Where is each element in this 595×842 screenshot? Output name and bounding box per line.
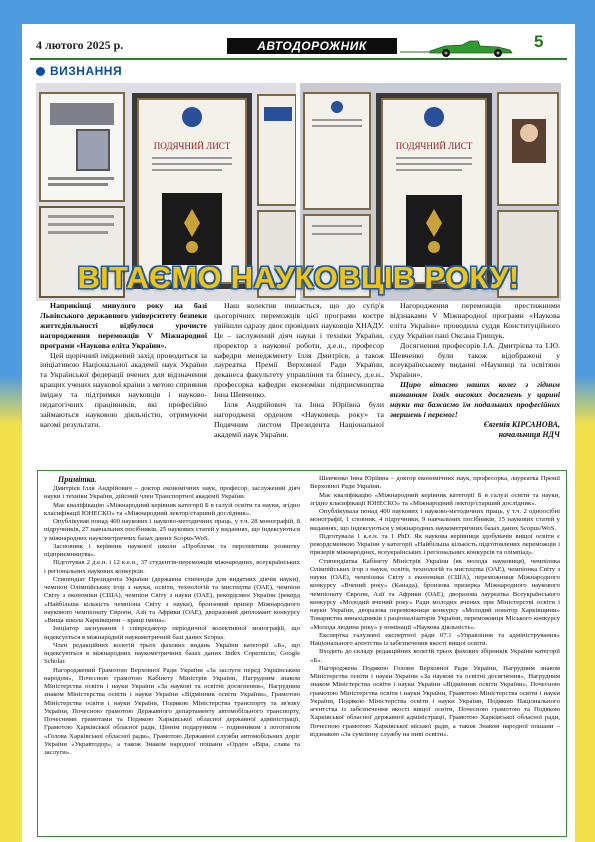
headline: ВІТАЄМО НАУКОВЦІВ РОКУ! xyxy=(77,260,520,295)
note-paragraph: Має кваліфікацію «Міжнародний керівник категорії Б в галузі освіти та науки, згідно класифікації ЮНЕСКО» та «Міжнародний лектор/старший дослідник». xyxy=(310,491,560,507)
article-congratulation: Щиро вітаємо наших колег з гідним визнанням їхніх високих досягнень у царині науки та бажаємо їм подальших професійних звершень і перемог! xyxy=(390,380,560,419)
race-car-icon xyxy=(400,38,520,58)
note-paragraph: Шевченко Інна Юріївна – доктор економічних наук, професорка, лауреатка Премії Верховної Ради України. xyxy=(310,475,560,491)
certificate-title: ПОДЯЧНИЙ ЛИСТ xyxy=(395,141,473,151)
newspaper-title: АВТОДОРОЖНИК xyxy=(227,38,397,54)
note-paragraph: Ініціатор заснування і співредактор періодичної колективної монографії, що індексується в міжнародній наукометричній базі даних Scopus. xyxy=(44,625,300,641)
article-paragraph: Цей щорічний іміджевий захід проводиться за ініціативою Національної академії наук України та Української федерації вчених для відзначення кращих учених наукової країни з метою сприяння іміджу та підтримки науковців і науково-педагогічних працівників, які професійно займаються науковою діяльністю, отримуючи вагомі результати. xyxy=(40,350,207,429)
note-paragraph: Входить до складу редакційних колегій трьох фахових збірників України категорії «Б». xyxy=(310,648,560,664)
note-column-right xyxy=(310,475,560,739)
article-column-1 xyxy=(40,301,207,430)
note-paragraph: Опублікувала понад 400 наукових і науково-методичних праць, у т.ч. 2 одноосібні монографії, 1 словник, 4 підручники, 9 навчальних посібників, 15 наукових статей у виданнях, що індексуються у міжнародних наукометричних базах даних Scopus/WoS. xyxy=(310,508,560,532)
article-column-3 xyxy=(390,301,560,440)
page-number: 5 xyxy=(534,32,544,51)
note-paragraph: Опублікував понад 400 наукових і науково-методичних праць, у т.ч. 28 монографій, 8 підручників, 27 навчальних посібників, 25 наукових статей у виданнях, що індексуються у міжнародних наукометричних базах даних Scopus/WoS. xyxy=(44,518,300,542)
section-label: ВИЗНАННЯ xyxy=(50,64,123,78)
note-paragraph: Підготував 2 д.е.н. і 12 к.е.н., 37 студентів-переможців міжнародних, всеукраїнських і регіональних наукових конкурсів. xyxy=(44,559,300,575)
article-paragraph: Досягнення професорів І.А. Дмитрієва та І.Ю. Шевченко були також відображені у всеукраїнському виданні «Науковці та освітяни України». xyxy=(390,340,560,380)
article-paragraph: Наш колектив пишається, що до суґір'я цьогорічних переможців цієї програми коєтре увійшли одразу двоє провідних науковців ХНАДУ. Це – заслужений діяч науки і техніки України, проректор з наукової роботи, д.е.н., професор кафедри менеджменту Ілля Дмитрієв, а також лауреатка Премії Верховної Ради України, деканеса факультету управління та бізнесу, д.е.н., професорка кафедри економіки підприємництва Інна Шевченко. xyxy=(214,301,384,400)
newspaper-page xyxy=(22,24,575,842)
article-column-2 xyxy=(214,301,384,440)
article-paragraph: Ілля Андрійович та Інна Юріївна були нагороджені орденом «Науковець року» та Подячним листом Президента Національної академії наук України. xyxy=(214,400,384,439)
certificate-title: ПОДЯЧНИЙ ЛИСТ xyxy=(153,141,231,151)
author-role: начальниця НДЧ xyxy=(498,429,560,439)
note-paragraph: Нагороджений Грамотою Верховної Ради України «За заслуги перед Українським народом», Почесною грамотою Кабінету Міністрів України, Нагрудним знаком Міністерства освіти і науки України «За наукові та освітні досягнення», Нагрудним знаком Міністерства освіти і науки України «Відмінник освіти України», Грамотою Міністерства освіти і науки України, Подякою Міністерства транспорту та зв'язку України, Почесною грамотою Державного департаменту автомобільного транспорту, Почесними грамотами та Подякою Харківської обласної державної адміністрації, Грамотою Харківської обласної ради, Ціннім подарунком – годинником з логотипом «Голова Харківської обласної ради», Грамотою Державної служби автомобільних доріг України «Укравтодор», а також Знаком народної пошани «Орден «Віра, слава та заслуги». xyxy=(44,666,300,756)
note-paragraph: Має кваліфікацію «Міжнародний керівник категорії Б в галузі освіти та науки, згідно класифікації ЮНЕСКО» та «Міжнародний лектор/старший дослідник». xyxy=(44,501,300,517)
note-paragraph: Підготувала 1 к.е.н. та 1 PhD. Як наукова керівниця здобувачів вищої освіти є рекордсменкою України у категорії «Найбільша кількість підготовлених переможців і призерів міжнародних, всеукраїнських і регіональних конкурсів та олімпіад». xyxy=(310,532,560,557)
section-heading xyxy=(36,64,122,78)
article-paragraph: Нагородження переможців престижними відзнаками V Міжнародної програми «Наукова еліта України» проводила суддя Конституційного суду України пані Оксана Грищук. xyxy=(390,301,560,340)
note-paragraph: Нагороджена Подякою Голови Верховної Ради України, Нагрудним знаком Міністерства освіти і науки України «За наукові та освітні досягнення», Нагрудним знаком Міністерства освіти і науки України «Відмінник освіти України», Почесною грамотою Міністерства освіти і науки України, Грамотою Міністерства освіти і науки України, Подякою Міністерства освіти і науки України, Подякою Національного агентства із забезпечення якості вищої освіти, Почесною грамотою та Подякою Харківської обласної державної адміністрації, Грамотою Харківської обласної ради, Почесною грамотою Харківської міської ради, а також Знаком народної пошани – відзнакою «За сумлінну службу на ниві освіти». xyxy=(310,664,560,738)
note-title: Примітка. xyxy=(58,475,97,484)
page-header xyxy=(22,32,575,58)
note-box xyxy=(37,470,567,837)
note-paragraph: Стипендіат Президента України (державна стипендія для видатних діячів науки), чемпіон Олімпійських ігор з науки, освіти, технологій та мистецтва (ОАЕ), чемпіон Світу з економіки (США), чемпіон Світу з науки (ОАЕ), рекордсмен України (рекорд «Найбільша кількість чемпіона Світу з науки), бронзовий призер Міжнародного наукового чемпіонату Європи, Азії та Африки (ОАЕ), дворазовий дипломант конкурсу «Вища школа Харківщини – кращі імена». xyxy=(44,575,300,624)
author-name: Євгенія КІРСАНОВА, xyxy=(483,419,560,429)
note-paragraph: Член редакційних колегій трьох фахових видань України категорії «Б», що індексуються в міжнародних наукометричних базах даних Index Copernicus, Google Scholar. xyxy=(44,641,300,666)
header-rule xyxy=(30,58,567,60)
article-lead: Наприкінці минулого року на базі Львівського державного університету безпеки життєдіяльності відбулося урочисте нагородження переможців V Міжнародної програми «Наукова еліта України». xyxy=(40,301,207,350)
note-paragraph: Дмитрієв Ілля Андрійович – доктор економічних наук, професор, заслужений діяч науки і техніки України, дійсний член Транспортної академії України. xyxy=(44,485,300,501)
note-paragraph: Засновник і керівник наукової школи «Проблеми та перспективи розвитку підприємництва». xyxy=(44,542,300,558)
note-paragraph: Стипендіатка Кабінету Міністрів України (як молода науковиця), чемпіонка Олімпійських ігор з науки, освіти, технологій та мистецтва (ОАЕ), чемпіонка Світу з науки (ОАЕ), чемпіонка Світу з економіки (США), переможниця Міжнародного конкурсу «Вчений року» (Канада), бронзова призерка Міжнародного наукового чемпіонату Європи, Азії та Африки (ОАЕ), дворазова лауреатка Всеукраїнського конкурсу «Молодий вчений року» Ради молодих вчених при Міністерстві освіти і науки України, дворазова переможниця конкурсу «Молодий новатор Харківщини» Товариства винахідників і раціоналізаторів України, переможниця Міського конкурсу «Молода людина року» у номінації «Наукова діяльність». xyxy=(310,557,560,631)
issue-date: 4 лютого 2025 р. xyxy=(36,38,124,52)
note-column-left xyxy=(44,475,300,757)
bullet-icon xyxy=(36,67,45,76)
note-paragraph: Експертка галузевої експертної ради 07.1 «Управління та адміністрування» Національного агентства із забезпечення якості вищої освіти. xyxy=(310,631,560,647)
